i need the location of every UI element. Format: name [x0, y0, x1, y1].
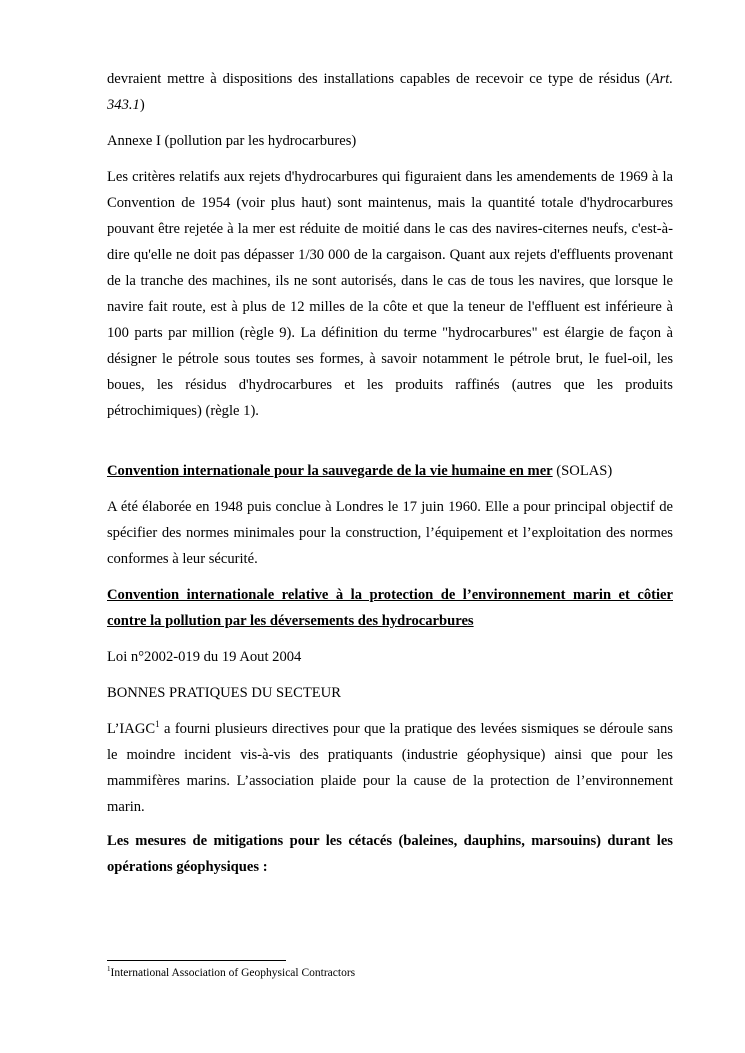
mitigation-heading: Les mesures de mitigations pour les cétacés (baleines, dauphins, marsouins) durant les opérations géophysiques :	[107, 833, 673, 875]
footnote-divider	[107, 960, 286, 961]
footnote-number: 1	[107, 965, 111, 973]
convention-heading: Convention internationale relative à la protection de l’environnement marin et côtier contre la pollution par les déversements des hydrocarbures	[107, 587, 673, 629]
solas-title: Convention internationale pour la sauvegarde de la vie humaine en mer	[107, 463, 553, 479]
paragraph-iagc	[107, 716, 673, 820]
loi-reference: Loi n°2002-019 du 19 Aout 2004	[107, 649, 302, 665]
residus-text: devraient mettre à dispositions des installations capables de recevoir ce type de résidus (	[107, 71, 651, 87]
iagc-lead: L’IAGC	[107, 721, 156, 737]
bonnes-pratiques-heading: BONNES PRATIQUES DU SECTEUR	[107, 685, 341, 701]
iagc-body: a fourni plusieurs directives pour que la pratique des levées sismiques se déroule sans le moindre incident vis-à-vis des pratiquants (industrie géophysique) ainsi que pour les mammifères marins. L’association plaide pour la cause de la protection de l’environnement marin.	[107, 721, 673, 815]
paragraph-solas: A été élaborée en 1948 puis conclue à Londres le 17 juin 1960. Elle a pour principal objectif de spécifier des normes minimales pour la construction, l’équipement et l’exploitation des normes conformes à leur sécurité.	[107, 499, 673, 567]
solas-heading	[107, 458, 673, 484]
solas-suffix: (SOLAS)	[552, 463, 613, 479]
article-reference: Art. 343.1	[107, 71, 673, 113]
footnote	[107, 964, 355, 982]
footnote-marker[interactable]: 1	[155, 719, 160, 729]
annexe-heading: Annexe I (pollution par les hydrocarbures)	[107, 133, 357, 149]
footnote-text: International Association of Geophysical Contractors	[110, 967, 356, 979]
residus-close: )	[139, 97, 145, 113]
paragraph-annexe: Les critères relatifs aux rejets d'hydrocarbures qui figuraient dans les amendements de 1969 à la Convention de 1954 (voir plus haut) sont maintenus, mais la quantité totale d'hydrocarbures pouvant être rejetée à la mer est réduite de moitié dans le cas des navires-citernes neufs, c'est-à-dire qu'elle ne doit pas dépasser 1/30 000 de la cargaison. Quant aux rejets d'effluents provenant de la tranche des machines, ils ne sont autorisés, dans le cas de tous les navires, que lorsque le navire fait route, est à plus de 12 milles de la côte et que la teneur de l'effluent est inférieure à 100 parts par million (règle 9). La définition du terme "hydrocarbures" est élargie de façon à désigner le pétrole sous toutes ses formes, à savoir notamment le pétrole brut, le fuel-oil, les boues, les résidus d'hydrocarbures et les produits raffinés (autres que les produits pétrochimiques) (règle 1).	[107, 169, 673, 419]
paragraph-residus	[107, 66, 673, 118]
